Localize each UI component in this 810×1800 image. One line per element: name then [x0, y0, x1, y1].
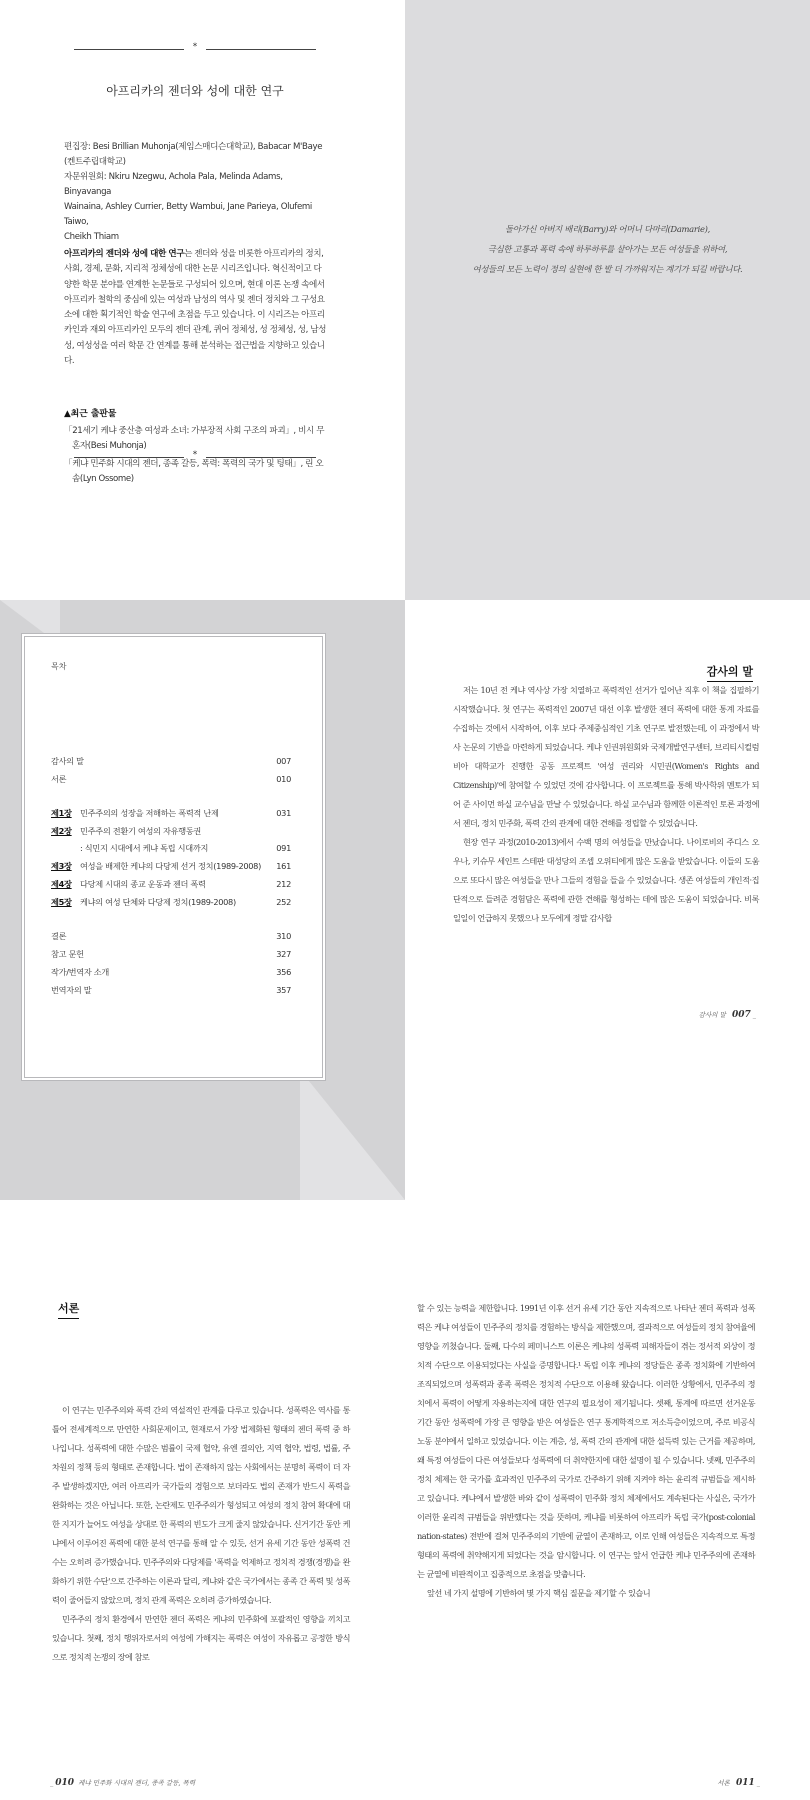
dedication-line: 돌아가신 아버지 배리(Barry)와 어머니 다마리(Damarie), [505, 224, 710, 234]
paragraph: 민주주의 정치 환경에서 만연한 젠더 폭력은 케냐의 민주화에 포괄적인 영향을 끼치고 있습니다. 첫째, 정치 행위자로서의 여성에 가해지는 폭력은 여성이 자유롭고 공정한 방식으로 정치적 논쟁의 장에 참로 [52, 1614, 350, 1662]
introduction-continued-body [417, 1299, 755, 1603]
toc-entry-title: 감사의 말 [51, 756, 84, 766]
series-description [64, 247, 326, 369]
series-title: 아프리카의 젠더와 성에 대한 연구 [106, 84, 284, 98]
toc-entry-page: 327 [276, 949, 291, 959]
toc-entry-title: 참고 문헌 [51, 949, 84, 959]
chapter-page: 091 [276, 843, 291, 853]
ornament-star-icon: * [192, 42, 198, 52]
paragraph: 현장 연구 과정(2010-2013)에서 수백 명의 여성들을 만났습니다. 나이로비의 주디스 오우나, 키슈무 세인트 스테판 대성당의 조셉 오위티에게 많은 도움을 받았습니다. 이들의 도움으로 또다시 많은 여성들을 만나 그들의 경험을 들을 수 있었습니다. 생존 여성들의 개인적·집단적으로 들려준 경험담은 폭력에 관한 견해를 형성하는 데에 많은 도움이 되었습니다. 비록 일일이 언급하지 못했으나 모두에게 정말 감사합 [453, 837, 759, 923]
ornament-star-icon: * [192, 450, 198, 460]
toc-entry-title: 서론 [51, 774, 67, 784]
chapter-number: 제2장 [51, 826, 72, 836]
acknowledgements-page [405, 600, 810, 1200]
series-name-bold: 아프리카의 젠더와 성에 대한 연구 [64, 249, 185, 259]
list-item: 「21세기 케냐 중산층 여성과 소녀: 가부장적 사회 구조의 파괴」, 비시 무혼자(Besi Muhonja) [64, 426, 325, 452]
page-number: 011 [735, 1778, 755, 1788]
chapter-number: 제4장 [51, 879, 72, 889]
page-number: 007 [731, 1010, 751, 1020]
paragraph: 저는 10년 전 케냐 역사상 가장 치열하고 폭력적인 선거가 일어난 직후 이 책을 집필하기 시작했습니다. 첫 연구는 폭력적인 2007년 대선 이후 발생한 젠더 폭력에 대한 통계 자료를 수집하는 것에서 시작하여, 이후 보다 주제중심적인 기초 연구로 발전했는데, 이 과정에서 박사 논문의 기반을 마련하게 되었습니다. 케냐 인권위원회와 국제개발연구센터, 브리티시컬럼비아 대학교가 진행한 공동 프로젝트 '여성 권리와 시민권(Women's Rights and Citizenship)'에 참여할 수 있었던 것에 감사합니다. 이 프로젝트를 통해 박사학위 멘토가 되어 준 사이먼 하실 교수님을 만날 수 있었습니다. 하실 교수님과 함께한 이론적인 토론 과정에서 젠더, 정치 민주화, 폭력 간의 관계에 대한 견해를 정립할 수 있었습니다. [453, 685, 759, 828]
bottom-ornament-divider [74, 452, 316, 464]
introduction-continued-page [405, 1200, 810, 1800]
chapter-title: 여성을 배제한 케냐의 다당제 선거 정치(1989-2008) [80, 861, 261, 871]
acknowledgements-body [453, 681, 759, 928]
dedication-line: 여성들의 모든 노력이 정의 실현에 한 발 더 가까워지는 계기가 되길 바랍니다. [472, 264, 743, 274]
chapter-page: 031 [276, 808, 291, 818]
toc-entry-page: 357 [276, 985, 291, 995]
top-ornament-divider [74, 44, 316, 56]
dedication-line: 극심한 고통과 폭력 속에 하루하루를 살아가는 모든 여성들을 위하여, [487, 244, 728, 254]
list-item: 「케냐 민주화 시대의 젠더, 종족 갈등, 폭력: 폭력의 국가 및 팅태」, 린 오솜(Lyn Ossome) [64, 458, 324, 484]
toc-entry-page: 310 [276, 931, 291, 941]
table-of-contents-page [0, 600, 405, 1200]
series-description-text: 는 젠더와 성을 비롯한 아프리카의 정치, 사회, 경제, 문화, 지리적 정체성에 대한 논문 시리즈입니다. 혁신적이고 다양한 학문 분야를 연계한 논문들로 구성되어 있으며, 현대 이론 논쟁 속에서 아프리카 철학의 중심에 있는 여성과 남성의 역사 및 젠더 정치와 그 구성요소에 대한 획기적인 학술 연구에 초점을 두고 있습니다. 이 시리즈는 아프리카인과 재외 아프리카인 모두의 젠더 관계, 퀴어 정체성, 성 정체성, 성, 남성성, 여성성을 여러 학문 간 연계를 통해 분석하는 접근법을 지향하고 있습니다. [64, 249, 326, 367]
toc-entry-title: 번역자의 말 [51, 985, 92, 995]
chapter-number: 제3장 [51, 861, 72, 871]
page-footer: 서론 011 _ [717, 1778, 760, 1788]
chapter-number: 제1장 [51, 808, 72, 818]
paragraph: 이 연구는 민주주의와 폭력 간의 역설적인 관계를 다루고 있습니다. 성폭력은 역사를 통틀어 전세계적으로 만연한 사회문제이고, 현재로서 가장 법제화된 형태의 젠더 폭력 중 하나입니다. 성폭력에 대한 수많은 범률이 국제 협약, 유엔 결의안, 지역 협약, 법령, 법률, 주 차원의 정책 등의 형태로 존재합니다. 법이 존재하지 않는 사회에서는 분명히 폭력이 더 자주 발생하겠지만, 여러 아프리카 국가들의 경험으로 보더라도 법의 존재가 반드시 폭력을 완화하는 것은 아닙니다. 또한, 논란제도 민주주의가 형성되고 여성의 정치 참여 확대에 대한 지지가 늘어도 여성을 상대로 한 폭력의 빈도가 크게 줄지 않았습니다. 신거기간 동안 케냐에서 이루어진 폭력에 대한 분석 연구를 통해 알 수 있듯, 선거 유세 기간 동안 성폭력 건수는 오히려 증가했습니다. 민주주의와 다당제를 '폭력을 억제하고 정치적 경쟁(경쟁)을 완화하기 위한 수단'으로 간주하는 이론과 달리, 케냐와 같은 국가에서는 종족 간 폭력 및 성폭력이 줄어들지 않았으며, 정치 관계 폭력은 오히려 증가하였습니다. [52, 1405, 350, 1605]
page-footer: _ 010 케냐 민주화 시대의 젠더, 종족 갈등, 폭력 [50, 1778, 196, 1788]
recent-publications-heading: ▲최근 출판물 [64, 409, 117, 419]
paragraph: 앞선 네 가지 설명에 기반하여 몇 가지 핵심 질문을 제기할 수 있습니 [427, 1588, 651, 1598]
dedication-text [405, 219, 810, 279]
chapter-title: 민주주의 전환기 여성의 자유행동권 [80, 826, 202, 836]
chapter-number: 제5장 [51, 897, 72, 907]
chapter-title: 케냐의 여성 단체와 다당제 정치(1989-2008) [80, 897, 236, 907]
running-head: 감사의 말 [698, 1011, 726, 1019]
introduction-page [0, 1200, 405, 1800]
toc-label: 목차 [51, 662, 67, 671]
toc-entry-page: 007 [276, 756, 291, 766]
running-head: 케냐 민주화 시대의 젠더, 종족 갈등, 폭력 [78, 1779, 196, 1787]
toc-entry-title: 작가/번역자 소개 [51, 967, 110, 977]
toc-entry-page: 010 [276, 774, 291, 784]
page-number: 010 [55, 1778, 75, 1788]
chapter-title: 다당제 시대의 종교 운동과 젠더 폭력 [80, 879, 206, 889]
chapter-page: 161 [276, 861, 291, 871]
chapter-title: 민주주의의 성장을 저해하는 폭력적 난제 [80, 808, 219, 818]
editorial-credits: 편집장: Besi Brillian Muhonja(제임스매디슨대학교), Babacar M'Baye (켄트주립대학교) 자문위원회: Nkiru Nzegwu, Achola Pala, Melinda Adams, Binyavanga Wainaina, Ashley Currier, Betty Wambui, Jane Parieya, Olufemi Taiwo, Cheikh Thiam [64, 142, 323, 242]
toc-entry-title: 결론 [51, 931, 67, 941]
introduction-body [52, 1401, 350, 1667]
paragraph: 할 수 있는 능력을 제한합니다. 1991년 이후 선거 유세 기간 동안 지속적으로 나타난 젠더 폭력과 성폭력은 케냐 여성들이 민주주의 정치를 경험하는 방식을 제한했으며, 결과적으로 여성들의 정치 참여율에 영향을 끼쳤습니다. 둘째, 다수의 페미니스트 이론은 케냐의 성폭력 피해자들이 겪는 정서적 외상이 정치적 수단으로 이용되었다는 사실을 증명합니다.¹ 독립 이후 케냐의 정당들은 종족 정치화에 기반하여 조직되었으며 성폭력과 종족 폭력은 정치적 수단으로 이용해 왔습니다. 이러한 상황에서, 민주주의 정치에서 폭력이 어떻게 자용하는지에 대한 연구의 필요성이 제기됩니다. 셋째, 통계에 따르면 선거운동 기간 동안 성폭력에 가장 큰 영향을 받은 여성들은 연구 통계학적으로 저소득층이었으며, 주로 비공식 노동 분야에서 일하고 있었습니다. 이는 계층, 성, 폭력 간의 관계에 대한 설득력 있는 근거를 제공하며, 왜 특정 여성들이 다른 여성들보다 성폭력에 더 취약한지에 대한 설명이 될 수 있습니다. 넷째, 민주주의 정치 체제는 한 국가를 효과적인 민주주의 국가로 간주하기 위해 지켜야 하는 윤리적 규범들을 제시하고 있습니다. 케냐에서 발생한 바와 같이 성폭력이 민주화 정치 체제에서도 계속된다는 사실은, 국가가 이러한 윤리적 규범들을 위반했다는 것을 뜻하며, 케냐를 비롯하여 아프리카 독립 국가(post-colonial nation-states) 전반에 걸쳐 민주주의의 기반에 균열이 존재하고, 이로 인해 여성들은 지속적으로 특정 형태의 폭력에 취약해지게 되었다는 것을 암시합니다. 이 연구는 앞서 언급한 케냐 민주주의에 존재하는 균열에 비판적이고 집중적으로 초점을 맞춥니다. [417, 1303, 755, 1579]
dedication-page [405, 0, 810, 600]
toc-card [24, 636, 323, 1078]
page-footer: 감사의 말 007 _ [698, 1010, 756, 1020]
toc-entry-page: 356 [276, 967, 291, 977]
chapter-page: 252 [276, 897, 291, 907]
series-info-page [0, 0, 405, 600]
chapter-subtitle: : 식민지 시대에서 케냐 독립 시대까지 [80, 843, 209, 853]
acknowledgements-title: 감사의 말 [707, 663, 753, 682]
running-head: 서론 [717, 1779, 730, 1787]
introduction-title: 서론 [58, 1300, 79, 1319]
chapter-page: 212 [276, 879, 291, 889]
